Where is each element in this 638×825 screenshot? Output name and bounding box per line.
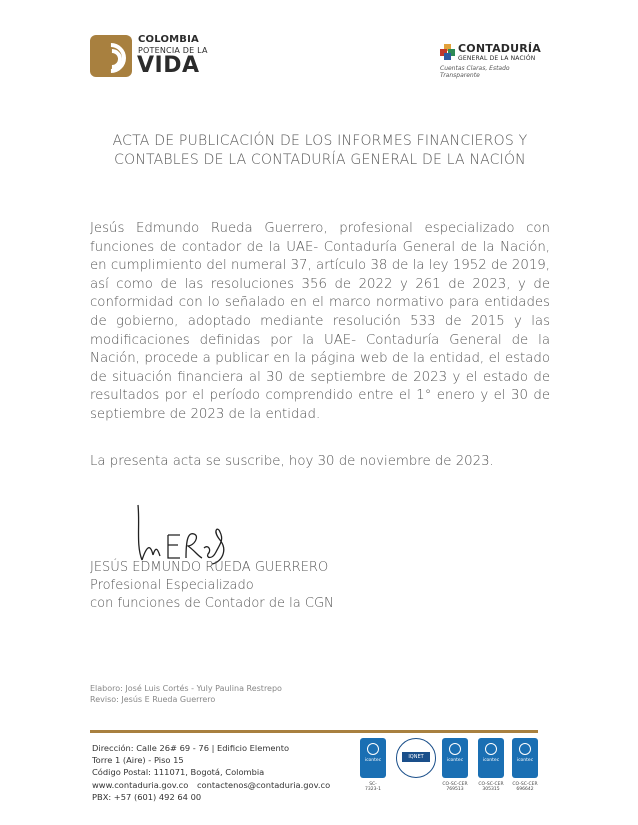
certification-badges xyxy=(360,738,550,798)
footer-tower: Torre 1 (Aire) - Piso 15 xyxy=(92,755,184,766)
contaduria-logo xyxy=(440,42,550,79)
cert-code: CO-SC-CER 769513 xyxy=(442,782,468,792)
prepared-by-block xyxy=(90,683,282,705)
icontec-badge-icon: icontec xyxy=(360,738,386,778)
logo-line-potencia: POTENCIA DE LA xyxy=(138,46,208,55)
cert-code: CO-SC-CER 305315 xyxy=(478,782,504,792)
title-line-2: CONTABLES DE LA CONTADURÍA GENERAL DE LA NACIÓN xyxy=(114,152,526,168)
title-line-1: ACTA DE PUBLICACIÓN DE LOS INFORMES FINANCIEROS Y xyxy=(112,133,528,149)
icontec-badge-icon: icontec xyxy=(442,738,468,778)
logo-line-contaduria: CONTADURÍA xyxy=(458,42,541,55)
footer-web-link[interactable]: www.contaduria.gov.co xyxy=(92,779,189,790)
footer-address: Dirección: Calle 26# 69 - 76 | Edificio Elemento xyxy=(92,743,290,753)
footer-contact xyxy=(92,742,330,803)
footer-email-link[interactable]: contactenos@contaduria.gov.co xyxy=(196,779,331,790)
cert-code: SC- 7323-1 xyxy=(365,782,381,792)
signatory-role-detail: con funciones de Contador de la CGN xyxy=(90,596,334,611)
iqnet-badge-icon: IQNET xyxy=(396,738,436,778)
footer-postal: Código Postal: 111071, Bogotá, Colombia xyxy=(92,767,265,778)
body-paragraph: Jesús Edmundo Rueda Guerrero, profesional especializado con funciones de contador de la UAE- Contaduría General de la Nación, en cumplimiento del numeral 37, artículo 38 de la ley 1952 de 2019, así como de las resoluciones 356 de 2022 y 261 de 2023, y de conformidad con lo señalado en el marco normativo para entidades de gobierno, adoptado mediante resolución 533 de 2015 y las modificaciones definidas por la UAE- Contaduría General de la Nación, procede a publicar en la página web de la entidad, el estado de situación financiera al 30 de septiembre de 2023 y el estado de resultados por el período comprendido entre el 1° enero y el 30 de septiembre de 2023 de la entidad. xyxy=(90,221,550,422)
logo-line-colombia: COLOMBIA xyxy=(138,34,199,45)
elaboro-line: Elaboro: José Luis Cortés - Yuly Paulina Restrepo xyxy=(90,684,282,693)
colombia-potencia-vida-logo xyxy=(90,32,230,80)
signatory-name: JESÚS EDMUNDO RUEDA GUERRERO xyxy=(90,560,329,575)
contaduria-mark-icon xyxy=(440,44,456,60)
icontec-badge-icon: icontec xyxy=(478,738,504,778)
signal-arcs-icon xyxy=(90,35,132,77)
logo-line-general: GENERAL DE LA NACIÓN xyxy=(458,55,536,62)
footer-divider xyxy=(90,730,538,733)
reviso-line: Reviso: Jesús E Rueda Guerrero xyxy=(90,695,216,704)
icontec-badge-icon: icontec xyxy=(512,738,538,778)
logo-slogan: Cuentas Claras, Estado Transparente xyxy=(440,65,510,79)
document-title xyxy=(60,132,580,170)
logo-line-vida: VIDA xyxy=(137,53,200,78)
signatory-role: Profesional Especializado xyxy=(90,578,254,593)
closing-statement: La presenta acta se suscribe, hoy 30 de noviembre de 2023. xyxy=(90,454,494,469)
signatory-block xyxy=(90,559,334,613)
cert-code: CO-SC-CER 696642 xyxy=(512,782,538,792)
footer-phone: PBX: +57 (601) 492 64 00 xyxy=(92,791,202,802)
